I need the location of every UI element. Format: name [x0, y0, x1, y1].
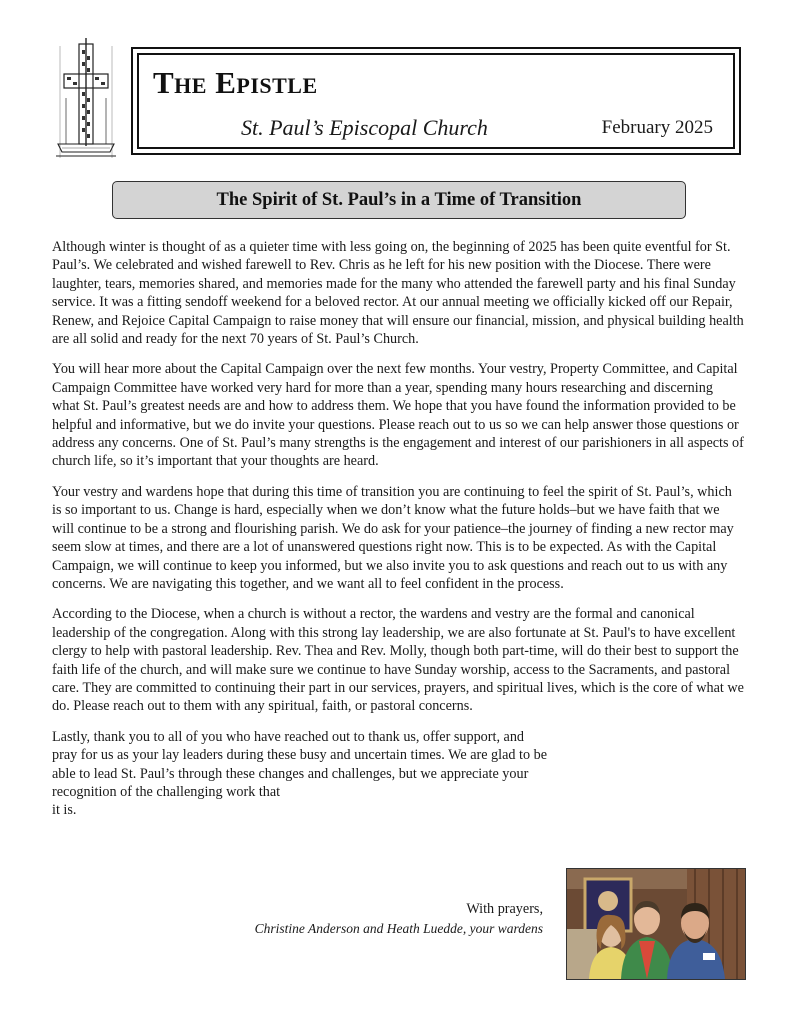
paragraph: You will hear more about the Capital Campaign over the next few months. Your vestry, Property Committee, and Capital Campaign Committee have worked very hard for more than a year, spending many hours researching and discerning what St. Paul’s greatest needs are and how to address them. We hope that you have found the information provided to be helpful and informative, but we do invite your questions. Please reach out to us so we can help answer those questions or address any concerns. One of St. Paul’s many strengths is the engagement and interest of our parishioners in all aspects of church life, so it’s important that your thoughts are heard.: [52, 361, 744, 470]
masthead: [131, 47, 741, 155]
paragraph: Lastly, thank you to all of you who have reached out to thank us, offer support, and pray for us as your lay leaders during these busy and uncertain times. We are glad to be able to lead St. Paul’s through these changes and challenges, but we appreciate your recognition of the challenging work that: [52, 728, 548, 800]
article-headline: The Spirit of St. Paul’s in a Time of Transition: [216, 189, 582, 210]
paragraph: According to the Diocese, when a church is without a rector, the wardens and vestry are the formal and canonical leadership of the congregation. Along with this strong lay leadership, we are also fortunate at St. Paul's to have excellent clergy to help with pastoral leadership. Rev. Thea and Rev. Molly, though both part-time, will do their best to support the faith life of the church, and will make sure we continue to have Sunday worship, access to the Sacraments, and pastoral care. They are committed to continuing their part in our services, prayers, and spiritual lives, which is the core of what we do. Please reach out to them with any spiritual, faith, or pastoral concerns.: [52, 606, 744, 715]
three-people-photo: [567, 869, 745, 979]
closing: [200, 899, 543, 939]
church-logo: [52, 36, 120, 162]
church-cross-drawing: [52, 36, 120, 162]
newsletter-title: The Epistle: [153, 65, 318, 100]
valediction: With prayers,: [466, 901, 543, 917]
wardens-photo: [566, 868, 746, 980]
paragraph-continuation: it is.: [52, 802, 77, 819]
issue-date: February 2025: [601, 117, 713, 138]
paragraph: Although winter is thought of as a quieter time with less going on, the beginning of 2025 has been quite eventful for St. Paul’s. We celebrated and wished farewell to Rev. Chris as he left for his new position with the Diocese. There were laughter, tears, memories shared, and memories made for the many who attended the farewell party and his final Sunday service. It was a fitting sendoff weekend for a beloved rector. At our annual meeting we officially kicked off our Repair, Renew, and Rejoice Capital Campaign to raise money that will ensure our financial, mission, and physical building health are all solid and ready for the next 70 years of St. Paul’s Church.: [52, 239, 744, 348]
church-name: St. Paul’s Episcopal Church: [241, 115, 488, 140]
signature: Christine Anderson and Heath Luedde, your wardens: [254, 921, 543, 936]
paragraph: Your vestry and wardens hope that during this time of transition you are continuing to feel the spirit of St. Paul’s, which is so important to us. Change is hard, especially when we don’t know what the future holds–but we have faith that we will continue to be a strong and flourishing parish. We do ask for your patience–the journey of finding a new rector may seem slow at times, and there are a lot of unanswered questions right now. This is to be expected. As with the Capital Campaign, we will continue to keep you informed, but we also invite you to ask questions and reach out to us with any concerns. We are navigating this together, and we want all to feel confident in the process.: [52, 483, 734, 592]
article-body: [52, 238, 744, 832]
masthead-frame: [137, 53, 735, 149]
headline-box: [112, 181, 686, 219]
